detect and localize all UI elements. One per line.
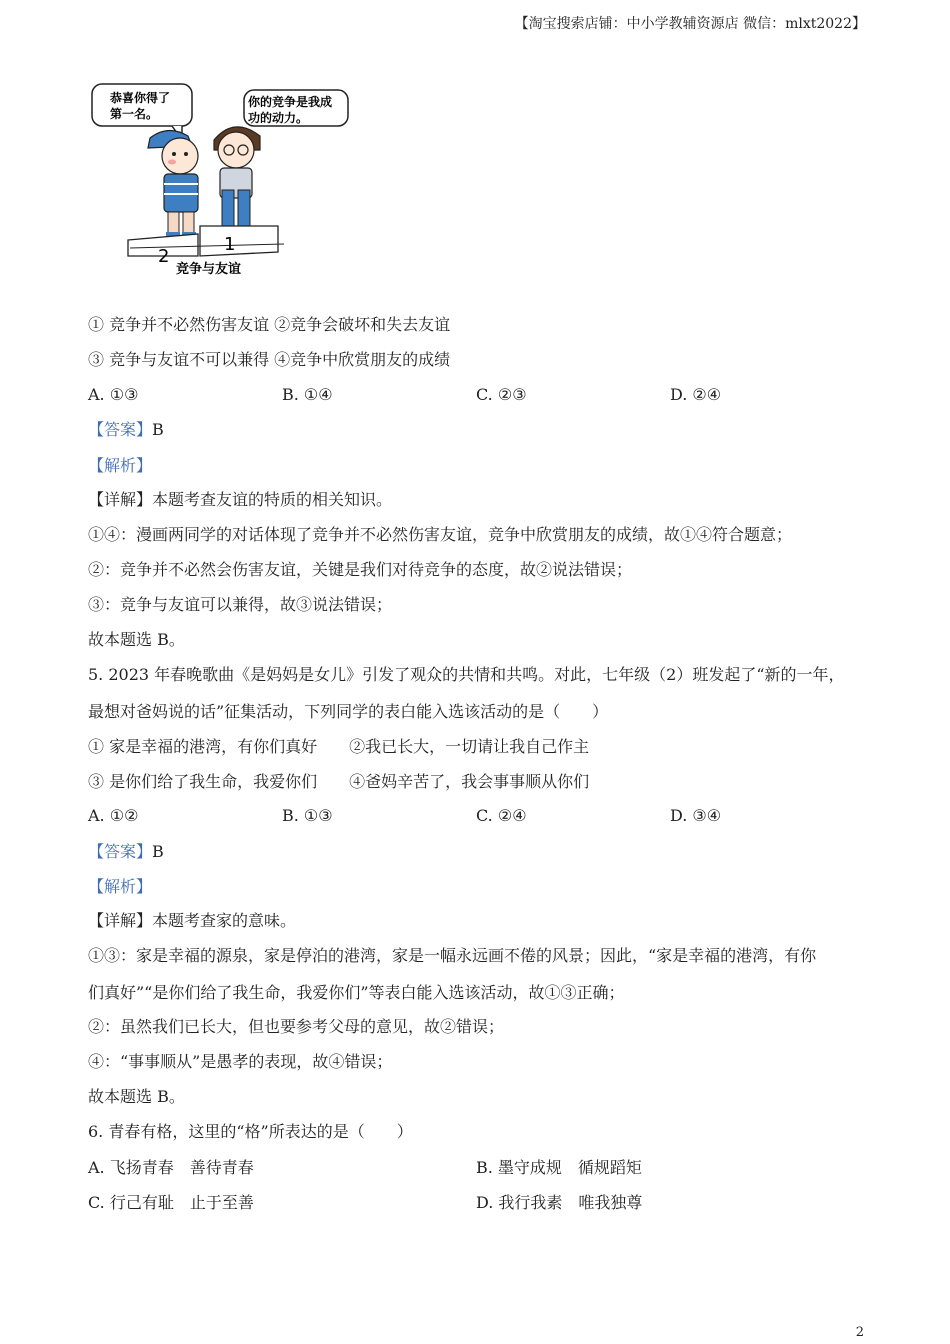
q6-stem: 6. 青春有格，这里的“格”所表达的是（ ）	[88, 1122, 413, 1141]
page-number: 2	[855, 1325, 864, 1340]
q5-option-c[interactable]: C. ②④	[476, 806, 527, 825]
q4-explain-1: ①④：漫画两同学的对话体现了竞争并不必然伤害友谊，竞争中欣赏朋友的成绩，故①④符合题意；	[88, 525, 793, 544]
q4-explain-2: ②：竞争并不必然会伤害友谊，关键是我们对待竞争的态度，故②说法错误；	[88, 560, 633, 579]
q6-option-c[interactable]: C. 行己有耻 止于至善	[88, 1193, 254, 1212]
q4-option-d[interactable]: D. ②④	[670, 385, 722, 404]
bubble-left-line-1: 恭喜你得了	[110, 91, 171, 105]
q4-statement-1: ① 竞争并不必然伤害友谊 ②竞争会破坏和失去友谊	[88, 315, 451, 334]
q4-analysis-tag: 【解析】	[88, 456, 153, 475]
q4-detail	[88, 490, 392, 510]
q5-explain-1: ①③：家是幸福的源泉，家是停泊的港湾，家是一幅永远画不倦的风景；因此，“家是幸福的港湾，有你	[88, 946, 817, 965]
q4-answer	[88, 420, 164, 440]
bubble-left-line-2: 第一名。	[110, 107, 159, 121]
q5-statement-2: ③ 是你们给了我生命，我爱你们 ④爸妈辛苦了，我会事事顺从你们	[88, 772, 590, 791]
answer-tag: 【答案】	[88, 420, 153, 439]
cartoon-illustration	[88, 80, 358, 285]
q4-explain-3: ③：竞争与友谊可以兼得，故③说法错误；	[88, 595, 393, 614]
answer-tag: 【答案】	[88, 842, 153, 861]
bubble-right-line-2: 功的动力。	[248, 111, 309, 125]
detail-text: 本题考查友谊的特质的相关知识。	[152, 490, 393, 509]
answer-value: B	[152, 842, 164, 861]
q4-option-c[interactable]: C. ②③	[476, 385, 527, 404]
podium	[128, 226, 284, 256]
q6-option-b[interactable]: B. 墨守成规 循规蹈矩	[476, 1158, 642, 1177]
q4-statement-2: ③ 竞争与友谊不可以兼得 ④竞争中欣赏朋友的成绩	[88, 350, 451, 369]
q4-explain-4: 故本题选 B。	[88, 630, 185, 649]
q5-detail	[88, 911, 296, 931]
detail-tag: 【详解】	[88, 490, 153, 509]
q5-option-d[interactable]: D. ③④	[670, 806, 722, 825]
q6-option-a[interactable]: A. 飞扬青春 善待青春	[88, 1158, 254, 1177]
q4-option-b[interactable]: B. ①④	[282, 385, 333, 404]
podium-label-1: 1	[224, 234, 236, 255]
boy-left-figure	[148, 130, 198, 238]
q5-stem-1: 5. 2023 年春晚歌曲《是妈妈是女儿》引发了观众的共情和共鸣。对此，七年级（2）班发起了“新的一年，	[88, 665, 845, 684]
q4-option-a[interactable]: A. ①③	[88, 385, 139, 404]
q6-option-d[interactable]: D. 我行我素 唯我独尊	[476, 1193, 643, 1212]
q5-explain-4: ④：“事事顺从”是愚孝的表现，故④错误；	[88, 1052, 393, 1071]
cartoon-caption: 竞争与友谊	[176, 262, 242, 277]
q5-option-b[interactable]: B. ①③	[282, 806, 333, 825]
podium-label-2: 2	[158, 246, 170, 267]
answer-value: B	[152, 420, 164, 439]
q5-stem-2: 最想对爸妈说的话”征集活动，下列同学的表白能入选该活动的是（ ）	[88, 702, 609, 721]
q5-explain-5: 故本题选 B。	[88, 1087, 185, 1106]
q5-answer	[88, 842, 164, 862]
detail-text: 本题考查家的意味。	[152, 911, 297, 930]
q5-explain-2: 们真好”“是你们给了我生命，我爱你们”等表白能入选该活动，故①③正确；	[88, 983, 625, 1002]
q5-analysis-tag: 【解析】	[88, 877, 153, 896]
q5-option-a[interactable]: A. ①②	[88, 806, 139, 825]
q5-explain-3: ②：虽然我们已长大，但也要参考父母的意见，故②错误；	[88, 1017, 505, 1036]
page-header: 【淘宝搜索店铺：中小学教辅资源店 微信：mlxt2022】	[514, 16, 866, 32]
boy-right-figure	[214, 127, 260, 236]
detail-tag: 【详解】	[88, 911, 153, 930]
bubble-right-line-1: 你的竞争是我成	[248, 95, 333, 109]
q5-statement-1: ① 家是幸福的港湾，有你们真好 ②我已长大，一切请让我自己作主	[88, 737, 590, 756]
